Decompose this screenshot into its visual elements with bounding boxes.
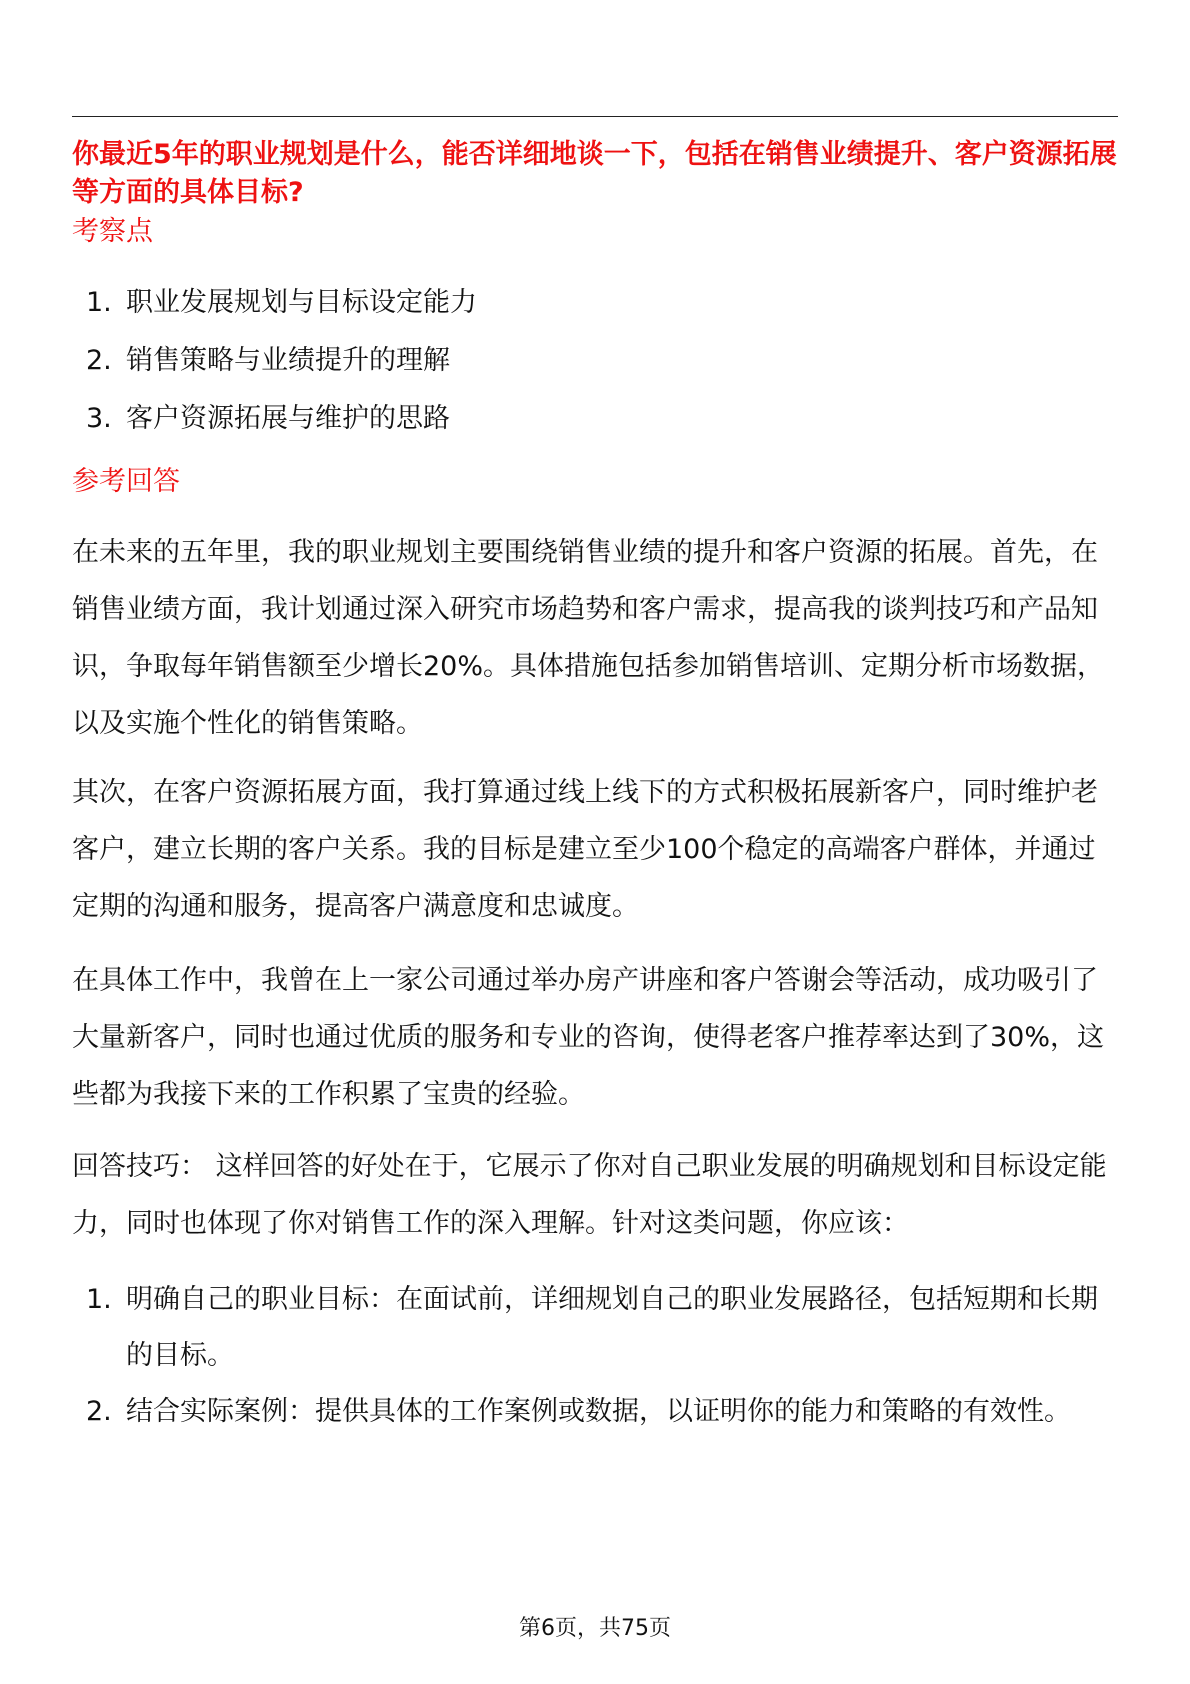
question-heading: 你最近5年的职业规划是什么，能否详细地谈一下，包括在销售业绩提升、客户资源拓展等方面的具体目标? bbox=[72, 139, 1117, 208]
list-item-number: 1. bbox=[86, 287, 112, 318]
answer-paragraph: 其次，在客户资源拓展方面，我打算通过线上线下的方式积极拓展新客户，同时维护老客户，建立长期的客户关系。我的目标是建立至少100个稳定的高端客户群体，并通过定期的沟通和服务，提高客户满意度和忠诚度。 bbox=[72, 777, 1098, 922]
list-item-number: 2. bbox=[86, 345, 112, 376]
list-item-text: 职业发展规划与目标设定能力 bbox=[126, 287, 477, 318]
list-item-text: 明确自己的职业目标：在面试前，详细规划自己的职业发展路径，包括短期和长期的目标。 bbox=[126, 1284, 1098, 1371]
list-item-number: 1. bbox=[86, 1284, 112, 1315]
top-divider bbox=[72, 116, 1118, 117]
list-item bbox=[72, 1272, 1118, 1384]
list-item-number: 3. bbox=[86, 403, 112, 434]
list-item-text: 销售策略与业绩提升的理解 bbox=[126, 345, 450, 376]
list-item bbox=[72, 390, 1118, 448]
points-list bbox=[72, 274, 1118, 448]
answer-paragraph: 在未来的五年里，我的职业规划主要围绕销售业绩的提升和客户资源的拓展。首先，在销售业绩方面，我计划通过深入研究市场趋势和客户需求，提高我的谈判技巧和产品知识，争取每年销售额至少增长20%。具体措施包括参加销售培训、定期分析市场数据，以及实施个性化的销售策略。 bbox=[72, 537, 1105, 739]
answer-heading: 参考回答 bbox=[72, 466, 180, 497]
answer-tip-intro: 回答技巧： 这样回答的好处在于，它展示了你对自己职业发展的明确规划和目标设定能力，同时也体现了你对销售工作的深入理解。针对这类问题，你应该： bbox=[72, 1151, 1107, 1239]
list-item-number: 2. bbox=[86, 1396, 112, 1427]
list-item bbox=[72, 274, 1118, 332]
list-item bbox=[72, 1384, 1118, 1440]
points-heading: 考察点 bbox=[72, 216, 153, 247]
page-number: 第6页，共75页 bbox=[519, 1616, 671, 1641]
list-item bbox=[72, 332, 1118, 390]
answer-paragraph: 在具体工作中，我曾在上一家公司通过举办房产讲座和客户答谢会等活动，成功吸引了大量新客户，同时也通过优质的服务和专业的咨询，使得老客户推荐率达到了30%，这些都为我接下来的工作积累了宝贵的经验。 bbox=[72, 965, 1105, 1110]
list-item-text: 结合实际案例：提供具体的工作案例或数据，以证明你的能力和策略的有效性。 bbox=[126, 1396, 1071, 1427]
tips-list bbox=[72, 1272, 1118, 1440]
list-item-text: 客户资源拓展与维护的思路 bbox=[126, 403, 450, 434]
